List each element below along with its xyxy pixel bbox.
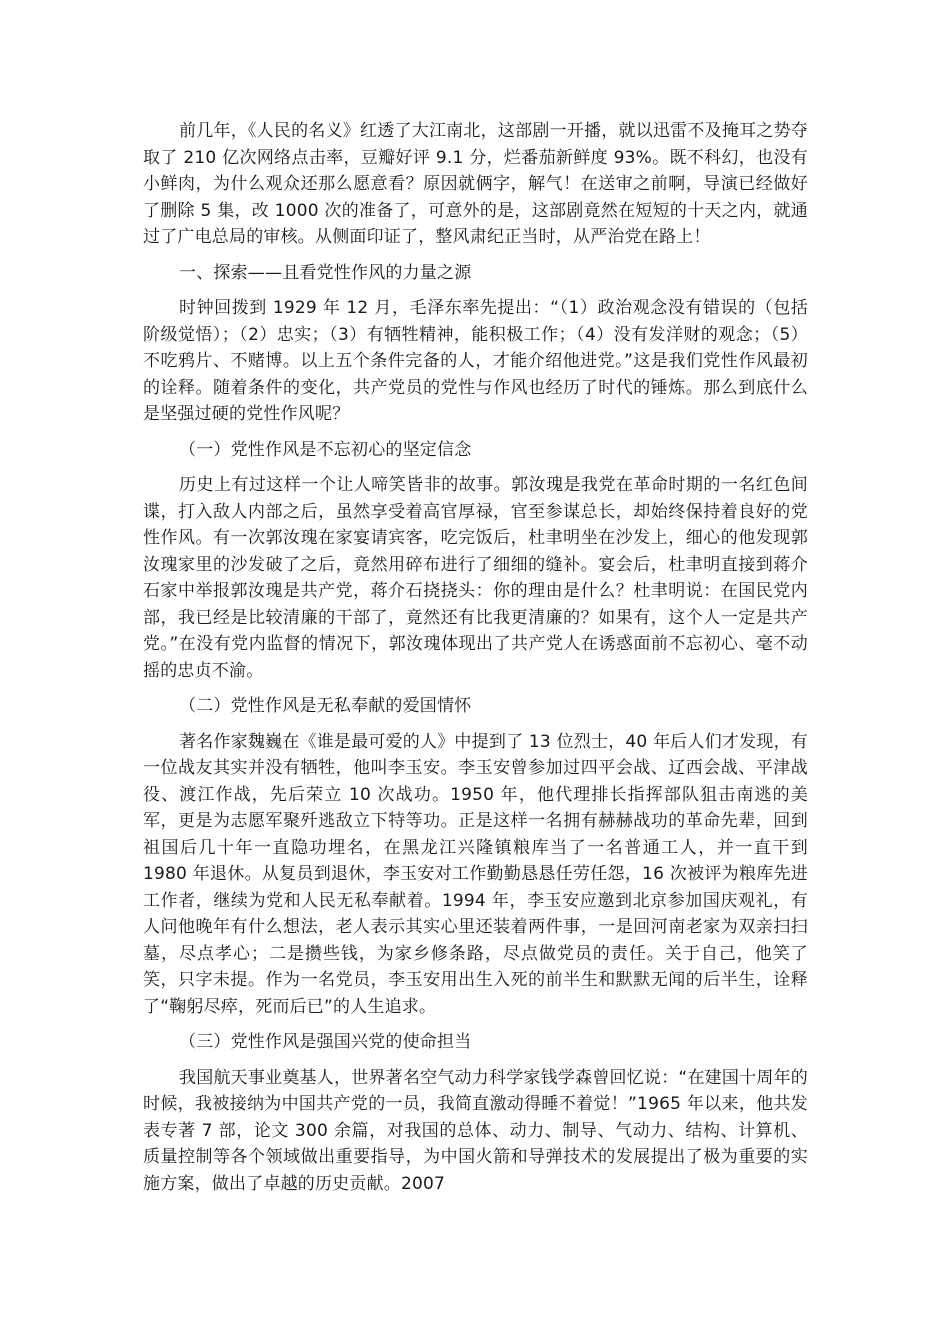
paragraph-qian-xuesen-story: 我国航天事业奠基人，世界著名空气动力科学家钱学森曾回忆说：“在建国十周年的时候，我被接纳为中国共产党的一员，我简直激动得睡不着觉！”1965 年以来，他共发表专著 7 部，论文 300 余篇，对我国的总体、动力、制导、气动力、结构、计算机、质量控制等各个领域做出重要指导，为中国火箭和导弹技术的发展提出了极为重要的实施方案，做出了卓越的历史贡献。2007 (143, 1067, 808, 1194)
subheading-original-aspiration: （一）党性作风是不忘初心的坚定信念 (179, 439, 472, 460)
paragraph-1929-conditions: 时钟回拨到 1929 年 12 月，毛泽东率先提出：“（1）政治观念没有错误的（包括阶级觉悟）；（2）忠实；（3）有牺牲精神，能积极工作；（4）没有发洋财的观念；（5）不吃鸦片、不赌博。以上五个条件完备的人，才能介绍他进党。”这是我们党性作风最初的诠释。随着条件的变化，共产党员的党性与作风也经历了时代的锤炼。那么到底什么是坚强过硬的党性作风呢？ (143, 298, 808, 424)
subheading-mission: （三）党性作风是强国兴党的使命担当 (179, 1032, 472, 1052)
paragraph-guo-ruhui-story: 历史上有过这样一个让人啼笑皆非的故事。郭汝瑰是我党在革命时期的一名红色间谍，打入敌人内部之后，虽然享受着高官厚禄，官至参谋总长，却始终保持着良好的党性作风。有一次郭汝瑰在家宴请宾客，吃完饭后，杜聿明坐在沙发上，细心的他发现郭汝瑰家里的沙发破了之后，竟然用碎布进行了细细的缝补。宴会后，杜聿明直接到蒋介石家中举报郭汝瑰是共产党，蒋介石挠挠头：你的理由是什么？杜聿明说：在国民党内部，我已经是比较清廉的干部了，竟然还有比我更清廉的？如果有，这个人一定是共产党。”在没有党内监督的情况下，郭汝瑰体现出了共产党人在诱惑面前不忘初心、毫不动摇的忠贞不渝。 (143, 475, 808, 681)
paragraph-li-yuan-story: 著名作家魏巍在《谁是最可爱的人》中提到了 13 位烈士，40 年后人们才发现，有一位战友其实并没有牺牲，他叫李玉安。李玉安曾参加过四平会战、辽西会战、平津战役、渡江作战，先后荣立 10 次战功。1950 年，他代理排长指挥部队狙击南逃的美军，更是为志愿军聚歼逃敌立下特等功。正是这样一名拥有赫赫战功的革命先辈，回到祖国后几十年一直隐功埋名，在黑龙江兴隆镇粮库当了一名普通工人，并一直干到 1980 年退休。从复员到退休，李玉安对工作勤勤恳恳任劳任怨，16 次被评为粮库先进工作者，继续为党和人民无私奉献着。1994 年，李玉安应邀到北京参加国庆观礼，有人问他晚年有什么想法，老人表示其实心里还装着两件事，一是回河南老家为双亲扫扫墓，尽点孝心；二是攒些钱，为家乡修条路，尽点做党员的责任。关于自己，他笑了笑，只字未提。作为一名党员，李玉安用出生入死的前半生和默默无闻的后半生，诠释了“鞠躬尽瘁，死而后已”的人生追求。 (143, 731, 808, 1017)
document-page (143, 118, 808, 1206)
paragraph-intro: 前几年，《人民的名义》红透了大江南北，这部剧一开播，就以迅雷不及掩耳之势夺取了 210 亿次网络点击率，豆瓣好评 9.1 分，烂番茄新鲜度 93%。既不科幻，也没有小鲜肉，为什么观众还那么愿意看？原因就俩字，解气！在送审之前啊，导演已经做好了删除 5 集，改 1000 次的准备了，可意外的是，这部剧竟然在短短的十天之内，就通过了广电总局的审核。从侧面印证了，整风肃纪正当时，从严治党在路上！ (143, 121, 808, 247)
section-heading-explore: 一、探索——且看党性作风的力量之源 (179, 262, 472, 283)
subheading-patriotism: （二）党性作风是无私奉献的爱国情怀 (179, 696, 472, 716)
